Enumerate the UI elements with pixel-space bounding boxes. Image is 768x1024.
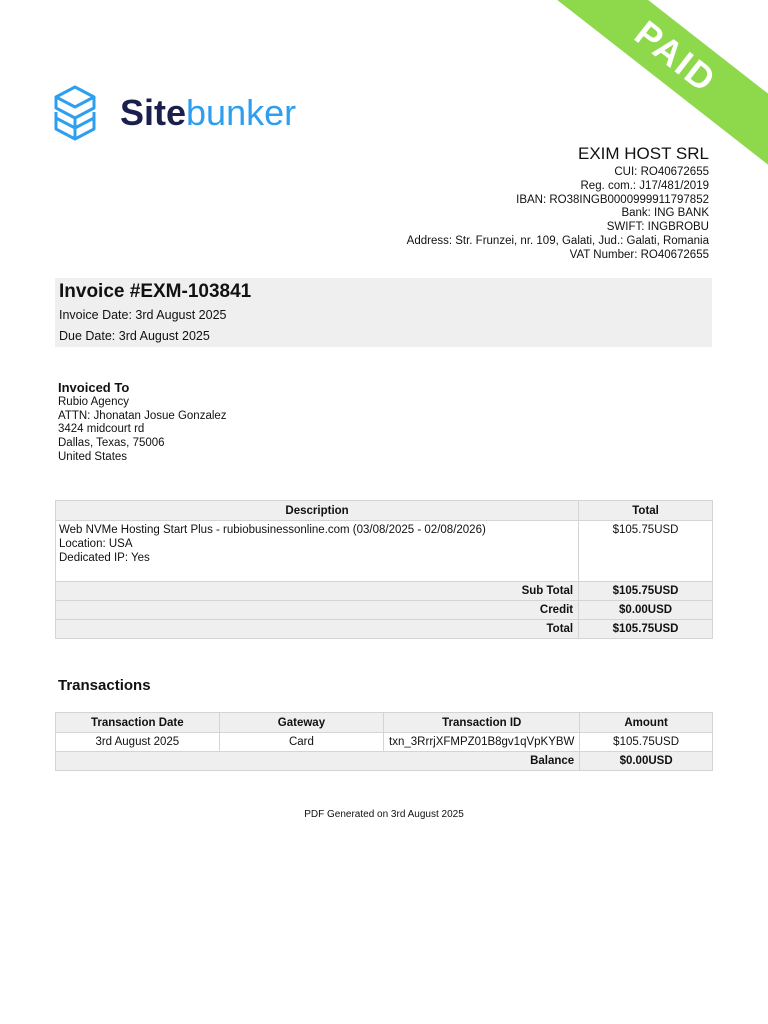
balance-row	[56, 752, 713, 771]
client-city: Dallas, Texas, 75006	[58, 437, 165, 450]
brand-name-part2: bunker	[186, 92, 297, 133]
table-header-row	[56, 501, 713, 521]
total-header: Total	[579, 501, 713, 521]
client-attn: ATTN: Jhonatan Josue Gonzalez	[58, 409, 227, 422]
subtotal-value: $105.75USD	[579, 582, 713, 601]
transaction-id: txn_3RrrjXFMPZ01B8gv1qVpKYBW	[384, 733, 580, 752]
total-row	[56, 620, 713, 639]
transactions-title: Transactions	[58, 677, 151, 694]
invoice-date: Invoice Date: 3rd August 2025	[59, 308, 227, 322]
item-total: $105.75USD	[579, 521, 713, 582]
item-description	[56, 521, 579, 582]
subtotal-label: Sub Total	[56, 582, 579, 601]
invoiced-to	[58, 381, 227, 465]
total-label: Total	[56, 620, 579, 639]
transaction-id-header: Transaction ID	[384, 713, 580, 733]
brand-name	[120, 92, 297, 133]
company-iban: IBAN: RO38INGB0000999911797852	[516, 193, 709, 206]
company-bank: Bank: ING BANK	[621, 207, 709, 220]
credit-label: Credit	[56, 601, 579, 620]
credit-row	[56, 601, 713, 620]
table-row	[56, 521, 713, 582]
client-street: 3424 midcourt rd	[58, 423, 145, 436]
item-line-ip: Dedicated IP: Yes	[59, 551, 150, 564]
cube-stack-icon	[52, 84, 98, 142]
balance-value: $0.00USD	[580, 752, 713, 771]
transaction-date-header: Transaction Date	[56, 713, 220, 733]
invoice-items-table	[55, 500, 713, 639]
gateway-header: Gateway	[219, 713, 384, 733]
company-details	[407, 144, 709, 263]
transaction-date: 3rd August 2025	[56, 733, 220, 752]
due-date: Due Date: 3rd August 2025	[59, 329, 210, 343]
transactions-table	[55, 712, 713, 771]
company-reg: Reg. com.: J17/481/2019	[580, 179, 709, 192]
invoice-title: Invoice #EXM-103841	[59, 281, 252, 302]
item-line-service: Web NVMe Hosting Start Plus - rubiobusinessonline.com (03/08/2025 - 02/08/2026)	[59, 524, 486, 536]
table-row	[56, 733, 713, 752]
total-value: $105.75USD	[579, 620, 713, 639]
transaction-gateway: Card	[219, 733, 384, 752]
amount-header: Amount	[580, 713, 713, 733]
invoiced-to-heading: Invoiced To	[58, 380, 130, 395]
company-name: EXIM HOST SRL	[578, 144, 709, 163]
client-country: United States	[58, 450, 128, 463]
company-logo	[52, 84, 296, 142]
brand-name-part1: Site	[120, 92, 187, 133]
subtotal-row	[56, 582, 713, 601]
balance-label: Balance	[56, 752, 580, 771]
credit-value: $0.00USD	[579, 601, 713, 620]
company-swift: SWIFT: INGBROBU	[606, 221, 709, 234]
paid-ribbon-label: PAID	[627, 12, 725, 101]
item-line-location: Location: USA	[59, 537, 133, 550]
transactions-header-row	[56, 713, 713, 733]
company-address: Address: Str. Frunzei, nr. 109, Galati, Jud.: Galati, Romania	[406, 234, 709, 247]
transaction-amount: $105.75USD	[580, 733, 713, 752]
description-header: Description	[56, 501, 579, 521]
company-cui: CUI: RO40672655	[614, 166, 709, 178]
invoice-header	[55, 278, 712, 347]
client-name: Rubio Agency	[58, 395, 129, 408]
pdf-generated-footer: PDF Generated on 3rd August 2025	[304, 809, 464, 820]
company-vat: VAT Number: RO40672655	[569, 248, 709, 261]
